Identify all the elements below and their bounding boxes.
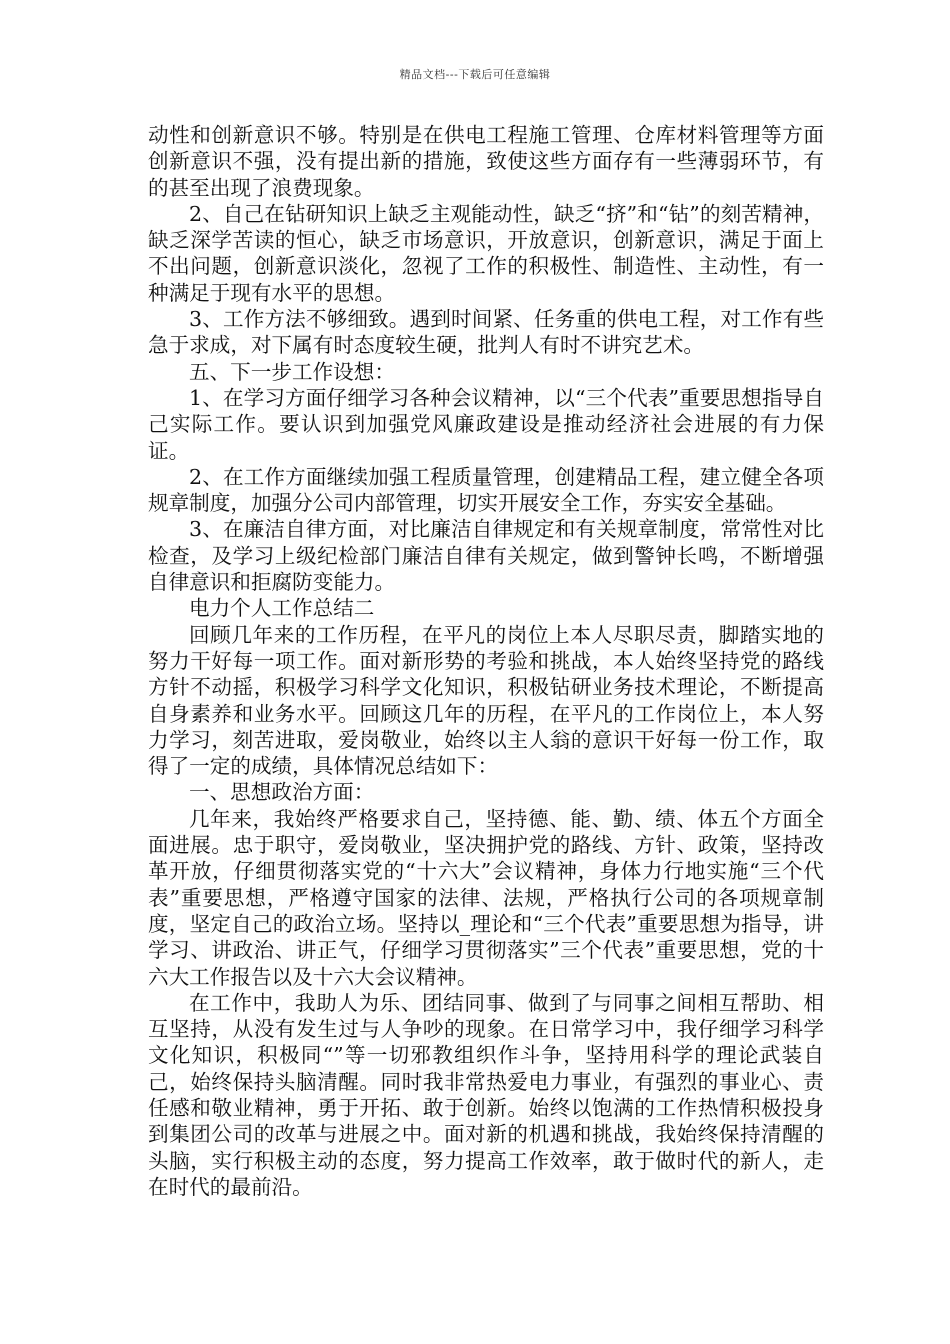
paragraph-7: 3、在廉洁自律方面，对比廉洁自律规定和有关规章制度，常常性对比检查，及学习上级纪检部门廉洁自律有关规定，做到警钟长鸣，不断增强自律意识和拒腐防变能力。 (148, 517, 824, 595)
paragraph-12: 在工作中，我助人为乐、团结同事、做到了与同事之间相互帮助、相互坚持，从没有发生过与人争吵的现象。在日常学习中，我仔细学习科学文化知识，积极同“”等一切邪教组织作斗争，坚持用科学的理论武装自己，始终保持头脑清醒。同时我非常热爱电力事业，有强烈的事业心、责任感和敬业精神，勇于开拓、敢于创新。始终以饱满的工作热情积极投身到集团公司的改革与进展之中。面对新的机遇和挑战，我始终保持清醒的头脑，实行积极主动的态度，努力提高工作效率，敢于做时代的新人，走在时代的最前沿。 (148, 990, 824, 1199)
paragraph-5: 1、在学习方面仔细学习各种会议精神，以“三个代表”重要思想指导自己实际工作。要认识到加强党风廉政建设是推动经济社会进展的有力保证。 (148, 385, 824, 463)
section-heading-politics: 一、思想政治方面： (189, 780, 375, 805)
paragraph-11: 几年来，我始终严格要求自己，坚持德、能、勤、绩、体五个方面全面进展。忠于职守，爱岗敬业，坚决拥护党的路线、方针、政策，坚持改革开放，仔细贯彻落实党的“十六大”会议精神，身体力行地实施“三个代表”重要思想，严格遵守国家的法律、法规，严格执行公司的各项规章制度，坚定自己的政治立场。坚持以_理论和“三个代表”重要思想为指导，讲学习、讲政治、讲正气，仔细学习贯彻落实”三个代表”重要思想，党的十六大工作报告以及十六大会议精神。 (148, 806, 824, 989)
document-body (148, 122, 824, 1200)
paragraph-1: 动性和创新意识不够。特别是在供电工程施工管理、仓库材料管理等方面创新意识不强，没有提出新的措施，致使这些方面存有一些薄弱环节，有的甚至出现了浪费现象。 (148, 123, 824, 200)
section-heading-next-steps: 五、下一步工作设想： (189, 359, 395, 384)
paragraph-6: 2、在工作方面继续加强工程质量管理，创建精品工程，建立健全各项规章制度，加强分公司内部管理，切实开展安全工作，夯实安全基础。 (148, 464, 824, 516)
paragraph-2: 2、自己在钻研知识上缺乏主观能动性，缺乏“挤”和“钻”的刻苦精神，缺乏深学苦读的恒心，缺乏市场意识，开放意识，创新意识，满足于面上不出问题，创新意识淡化，忽视了工作的积极性、制造性、主动性，有一种满足于现有水平的思想。 (148, 201, 824, 305)
document-subtitle: 电力个人工作总结二 (189, 596, 375, 621)
page-header: 精品文档---下载后可任意编辑 (399, 68, 551, 81)
paragraph-3: 3、工作方法不够细致。遇到时间紧、任务重的供电工程，对工作有些急于求成，对下属有时态度较生硬，批判人有时不讲究艺术。 (148, 307, 824, 358)
paragraph-9: 回顾几年来的工作历程，在平凡的岗位上本人尽职尽责，脚踏实地的努力干好每一项工作。面对新形势的考验和挑战，本人始终坚持党的路线方针不动摇，积极学习科学文化知识，积极钻研业务技术理论，不断提高自身素养和业务水平。回顾这几年的历程，在平凡的工作岗位上，本人努力学习，刻苦进取，爱岗敬业，始终以主人翁的意识干好每一份工作，取得了一定的成绩，具体情况总结如下： (148, 622, 824, 779)
